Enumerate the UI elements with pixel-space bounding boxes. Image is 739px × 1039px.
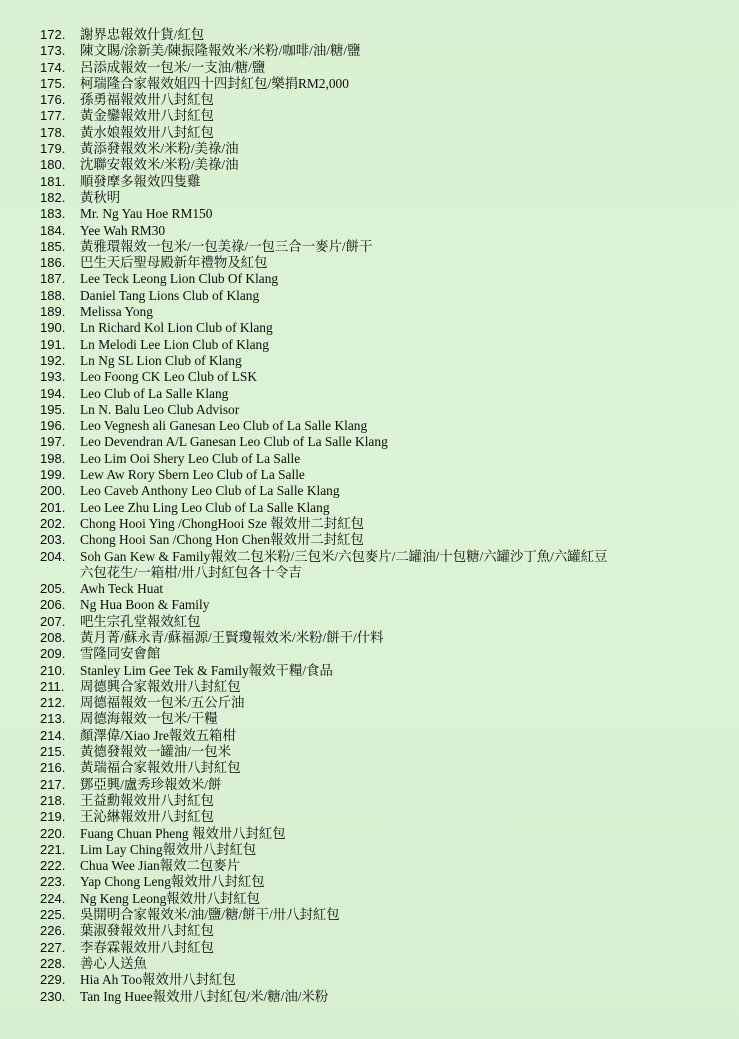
entry-text-line: 王沁綝報效卅八封紅包 — [80, 809, 214, 825]
entry-text-line: Lew Aw Rory Sbern Leo Club of La Salle — [80, 467, 305, 483]
entry-text-line: Leo Devendran A/L Ganesan Leo Club of La Salle Klang — [80, 434, 388, 450]
entry-text — [80, 43, 720, 59]
entry-text-line: 黃水娘報效卅八封紅包 — [80, 124, 214, 140]
list-item — [40, 663, 720, 679]
entry-text-line: Fuang Chuan Pheng 報效卅八封紅包 — [80, 825, 286, 841]
entry-text — [80, 255, 720, 271]
entry-number: 205. — [40, 581, 66, 597]
entry-text — [80, 239, 720, 255]
entry-number: 210. — [40, 662, 66, 678]
entry-number: 215. — [40, 744, 66, 760]
donor-list — [40, 27, 720, 1005]
entry-text — [80, 304, 720, 320]
entry-text-line: Leo Lim Ooi Shery Leo Club of La Salle — [80, 450, 301, 466]
entry-text — [80, 923, 720, 939]
list-item — [40, 125, 720, 141]
entry-text — [80, 353, 720, 369]
entry-text-line: 黃月菁/蘇永青/蘇福源/王賢瓊報效米/米粉/餅干/什料 — [80, 629, 384, 645]
list-item — [40, 744, 720, 760]
entry-text — [80, 728, 720, 744]
entry-text-line: 周德福報效一包米/五公斤油 — [80, 695, 245, 711]
entry-text-line: Daniel Tang Lions Club of Klang — [80, 287, 260, 303]
entry-text — [80, 777, 720, 793]
entry-text — [80, 842, 720, 858]
entry-number: 195. — [40, 401, 66, 417]
entry-text — [80, 402, 720, 418]
list-item — [40, 483, 720, 499]
entry-text — [80, 467, 720, 483]
list-item — [40, 874, 720, 890]
entry-number: 197. — [40, 434, 66, 450]
entry-number: 174. — [40, 59, 66, 75]
entry-text — [80, 320, 720, 336]
entry-text-line: Ln Melodi Lee Lion Club of Klang — [80, 336, 269, 352]
entry-text-line: 黃瑞福合家報效卅八封紅包 — [80, 760, 241, 776]
entry-text-line: Mr. Ng Yau Hoe RM150 — [80, 206, 213, 222]
list-item — [40, 793, 720, 809]
entry-number: 217. — [40, 776, 66, 792]
entry-text — [80, 76, 720, 92]
entry-text-line: Lim Lay Ching報效卅八封紅包 — [80, 841, 257, 857]
list-item — [40, 418, 720, 434]
entry-number: 224. — [40, 890, 66, 906]
entry-text-line: Leo Club of La Salle Klang — [80, 385, 229, 401]
entry-text-line: Leo Caveb Anthony Leo Club of La Salle Klang — [80, 483, 340, 499]
entry-number: 183. — [40, 206, 66, 222]
entry-number: 206. — [40, 597, 66, 613]
entry-number: 199. — [40, 467, 66, 483]
entry-number: 196. — [40, 418, 66, 434]
entry-text — [80, 434, 720, 450]
entry-number: 218. — [40, 792, 66, 808]
list-item — [40, 923, 720, 939]
list-item — [40, 386, 720, 402]
list-item — [40, 809, 720, 825]
list-item — [40, 597, 720, 613]
entry-text — [80, 614, 720, 630]
entry-number: 209. — [40, 646, 66, 662]
entry-number: 192. — [40, 352, 66, 368]
entry-text-line: Lee Teck Leong Lion Club Of Klang — [80, 271, 279, 287]
list-item — [40, 858, 720, 874]
entry-text — [80, 597, 720, 613]
list-item — [40, 304, 720, 320]
entry-text-line: Hia Ah Too報效卅八封紅包 — [80, 972, 236, 988]
entry-number: 214. — [40, 727, 66, 743]
entry-text-line: Yee Wah RM30 — [80, 222, 166, 238]
list-item — [40, 288, 720, 304]
entry-number: 202. — [40, 515, 66, 531]
list-item — [40, 271, 720, 287]
entry-number: 221. — [40, 841, 66, 857]
list-item — [40, 60, 720, 76]
entry-text — [80, 826, 720, 842]
entry-text-line: 顏澤偉/Xiao Jre報效五箱柑 — [80, 727, 236, 743]
list-item — [40, 549, 720, 582]
list-item — [40, 630, 720, 646]
entry-text — [80, 451, 720, 467]
entry-text-line: Melissa Yong — [80, 304, 153, 320]
list-item — [40, 891, 720, 907]
entry-text-line: Ln Richard Kol Lion Club of Klang — [80, 320, 273, 336]
list-item — [40, 467, 720, 483]
entry-text-line: 雪隆同安會館 — [80, 646, 161, 662]
entry-text-continuation: 六包花生/一箱柑/卅八封紅包各十令吉 — [80, 564, 302, 580]
entry-number: 200. — [40, 483, 66, 499]
list-item — [40, 434, 720, 450]
entry-number: 172. — [40, 27, 66, 42]
entry-number: 203. — [40, 532, 66, 548]
entry-text-line: Chua Wee Jian報效二包麥片 — [80, 858, 241, 874]
entry-text — [80, 663, 720, 679]
entry-text-line: 鄧亞興/盧秀珍報效米/餅 — [80, 776, 222, 792]
entry-number: 175. — [40, 75, 66, 91]
entry-text-line: 吳開明合家報效米/油/鹽/糖/餅干/卅八封紅包 — [80, 907, 340, 923]
entry-text — [80, 858, 720, 874]
entry-number: 194. — [40, 385, 66, 401]
entry-number: 178. — [40, 124, 66, 140]
entry-text-line: 王益勳報效卅八封紅包 — [80, 792, 214, 808]
list-item — [40, 157, 720, 173]
entry-number: 187. — [40, 271, 66, 287]
list-item — [40, 679, 720, 695]
entry-text — [80, 206, 720, 222]
entry-text — [80, 891, 720, 907]
entry-text-line: 謝界忠報效什貨/紅包 — [80, 27, 205, 42]
entry-text — [80, 500, 720, 516]
entry-text — [80, 956, 720, 972]
entry-text-line: Stanley Lim Gee Tek & Family報效干糧/食品 — [80, 662, 333, 678]
entry-number: 230. — [40, 988, 66, 1004]
entry-text — [80, 418, 720, 434]
entry-number: 182. — [40, 189, 66, 205]
entry-number: 211. — [40, 678, 65, 694]
entry-text — [80, 271, 720, 287]
entry-number: 228. — [40, 955, 66, 971]
entry-number: 188. — [40, 287, 66, 303]
entry-text — [80, 157, 720, 173]
entry-text — [80, 92, 720, 108]
entry-text — [80, 972, 720, 988]
entry-text-line: Ng Keng Leong報效卅八封紅包 — [80, 890, 261, 906]
entry-text — [80, 337, 720, 353]
list-item — [40, 614, 720, 630]
list-item — [40, 369, 720, 385]
list-item — [40, 223, 720, 239]
entry-number: 216. — [40, 760, 66, 776]
list-item — [40, 842, 720, 858]
entry-text-line: 黃金鑾報效卅八封紅包 — [80, 108, 214, 124]
list-item — [40, 581, 720, 597]
entry-number: 226. — [40, 923, 66, 939]
entry-text-line: 陳文賜/涂新美/陳振隆報效米/米粉/咖啡/油/糖/鹽 — [80, 43, 361, 59]
entry-number: 229. — [40, 972, 66, 988]
entry-number: 204. — [40, 548, 66, 564]
entry-text — [80, 989, 720, 1005]
entry-text-line: Ln Ng SL Lion Club of Klang — [80, 352, 242, 368]
entry-text-line: Ln N. Balu Leo Club Advisor — [80, 401, 240, 417]
entry-text-line: Tan Ing Huee報效卅八封紅包/米/糖/油/米粉 — [80, 988, 329, 1004]
entry-text-line: 柯瑞隆合家報效姐四十四封紅包/樂捐RM2,000 — [80, 75, 349, 91]
entry-text — [80, 793, 720, 809]
entry-text — [80, 760, 720, 776]
list-item — [40, 451, 720, 467]
list-item — [40, 711, 720, 727]
list-item — [40, 989, 720, 1005]
entry-number: 223. — [40, 874, 66, 890]
entry-text — [80, 125, 720, 141]
entry-text-line: Leo Foong CK Leo Club of LSK — [80, 369, 258, 385]
entry-text-line: Chong Hooi Ying /ChongHooi Sze 報效卅二封紅包 — [80, 515, 365, 531]
entry-number: 227. — [40, 939, 66, 955]
entry-number: 220. — [40, 825, 66, 841]
entry-number: 213. — [40, 711, 66, 727]
entry-text-line: Awh Teck Huat — [80, 581, 164, 597]
entry-number: 219. — [40, 809, 66, 825]
entry-text — [80, 288, 720, 304]
list-item — [40, 956, 720, 972]
list-item — [40, 206, 720, 222]
entry-text — [80, 174, 720, 190]
entry-text — [80, 386, 720, 402]
list-item — [40, 972, 720, 988]
entry-text — [80, 711, 720, 727]
list-item — [40, 76, 720, 92]
entry-number: 181. — [40, 173, 66, 189]
entry-text-line: Ng Hua Boon & Family — [80, 597, 210, 613]
list-item — [40, 500, 720, 516]
entry-text-line: 黃秋明 — [80, 189, 121, 205]
list-item — [40, 190, 720, 206]
entry-number: 191. — [40, 336, 66, 352]
list-item — [40, 826, 720, 842]
entry-text — [80, 581, 720, 597]
entry-text — [80, 532, 720, 548]
list-item — [40, 255, 720, 271]
entry-number: 173. — [40, 43, 66, 59]
entry-text-line: 沈聯安報效米/米粉/美祿/油 — [80, 157, 239, 173]
entry-text-line: 黃德發報效一罐油/一包米 — [80, 744, 232, 760]
entry-number: 189. — [40, 304, 66, 320]
list-item — [40, 532, 720, 548]
entry-text — [80, 907, 720, 923]
list-item — [40, 239, 720, 255]
entry-number: 176. — [40, 92, 66, 108]
entry-number: 207. — [40, 613, 66, 629]
entry-number: 177. — [40, 108, 66, 124]
entry-text-line: 呂添成報效一包米/一支油/糖/鹽 — [80, 59, 266, 75]
entry-text-line: Chong Hooi San /Chong Hon Chen報效卅二封紅包 — [80, 532, 364, 548]
list-item — [40, 27, 720, 43]
entry-number: 190. — [40, 320, 66, 336]
list-item — [40, 695, 720, 711]
entry-number: 198. — [40, 450, 66, 466]
entry-text — [80, 744, 720, 760]
list-item — [40, 174, 720, 190]
entry-text-line: 周德海報效一包米/干糧 — [80, 711, 218, 727]
entry-number: 193. — [40, 369, 66, 385]
entry-number: 180. — [40, 157, 66, 173]
entry-text — [80, 60, 720, 76]
entry-number: 184. — [40, 222, 66, 238]
entry-text — [80, 516, 720, 532]
entry-text — [80, 483, 720, 499]
list-item — [40, 516, 720, 532]
entry-number: 186. — [40, 255, 66, 271]
entry-text-line: Leo Lee Zhu Ling Leo Club of La Salle Klang — [80, 499, 330, 515]
entry-text — [80, 809, 720, 825]
entry-text-line: 葉淑發報效卅八封紅包 — [80, 923, 214, 939]
list-item — [40, 402, 720, 418]
entry-number: 201. — [40, 499, 66, 515]
entry-text — [80, 369, 720, 385]
entry-text — [80, 223, 720, 239]
list-item — [40, 320, 720, 336]
list-item — [40, 337, 720, 353]
list-item — [40, 940, 720, 956]
entry-text — [80, 141, 720, 157]
entry-text — [80, 630, 720, 646]
entry-number: 208. — [40, 629, 66, 645]
entry-number: 212. — [40, 695, 66, 711]
entry-text-line: Leo Vegnesh ali Ganesan Leo Club of La Salle Klang — [80, 418, 368, 434]
list-item — [40, 108, 720, 124]
entry-text — [80, 646, 720, 662]
list-item — [40, 728, 720, 744]
entry-text — [80, 695, 720, 711]
list-item — [40, 43, 720, 59]
entry-text — [80, 679, 720, 695]
entry-text — [80, 874, 720, 890]
entry-text-line: Yap Chong Leng報效卅八封紅包 — [80, 874, 265, 890]
entry-text-line: 善心人送魚 — [80, 955, 147, 971]
list-item — [40, 760, 720, 776]
list-item — [40, 141, 720, 157]
entry-text-line: 吧生宗孔堂報效紅包 — [80, 613, 201, 629]
entry-text-line: 黃添發報效米/米粉/美祿/油 — [80, 141, 239, 157]
entry-number: 185. — [40, 238, 66, 254]
entry-text — [80, 549, 720, 582]
entry-number: 222. — [40, 858, 66, 874]
entry-number: 179. — [40, 141, 66, 157]
entry-text — [80, 108, 720, 124]
entry-text — [80, 27, 720, 43]
entry-number: 225. — [40, 907, 66, 923]
list-item — [40, 646, 720, 662]
entry-text-line: 黃雅環報效一包米/一包美祿/一包三合一麥片/餅干 — [80, 238, 373, 254]
entry-text-line: 巴生天后聖母殿新年禮物及紅包 — [80, 255, 268, 271]
entry-text-line: Soh Gan Kew & Family報效二包米粉/三包米/六包麥片/二罐油/十包糖/六罐沙丁魚/六罐紅豆 — [80, 548, 608, 564]
entry-text-line: 順發摩多報效四隻雞 — [80, 173, 201, 189]
list-item — [40, 907, 720, 923]
entry-text-line: 周德興合家報效卅八封紅包 — [80, 678, 241, 694]
list-item — [40, 92, 720, 108]
entry-text-line: 孫勇福報效卅八封紅包 — [80, 92, 214, 108]
entry-text — [80, 190, 720, 206]
entry-text — [80, 940, 720, 956]
list-item — [40, 353, 720, 369]
entry-text-line: 李春霖報效卅八封紅包 — [80, 939, 214, 955]
list-item — [40, 777, 720, 793]
